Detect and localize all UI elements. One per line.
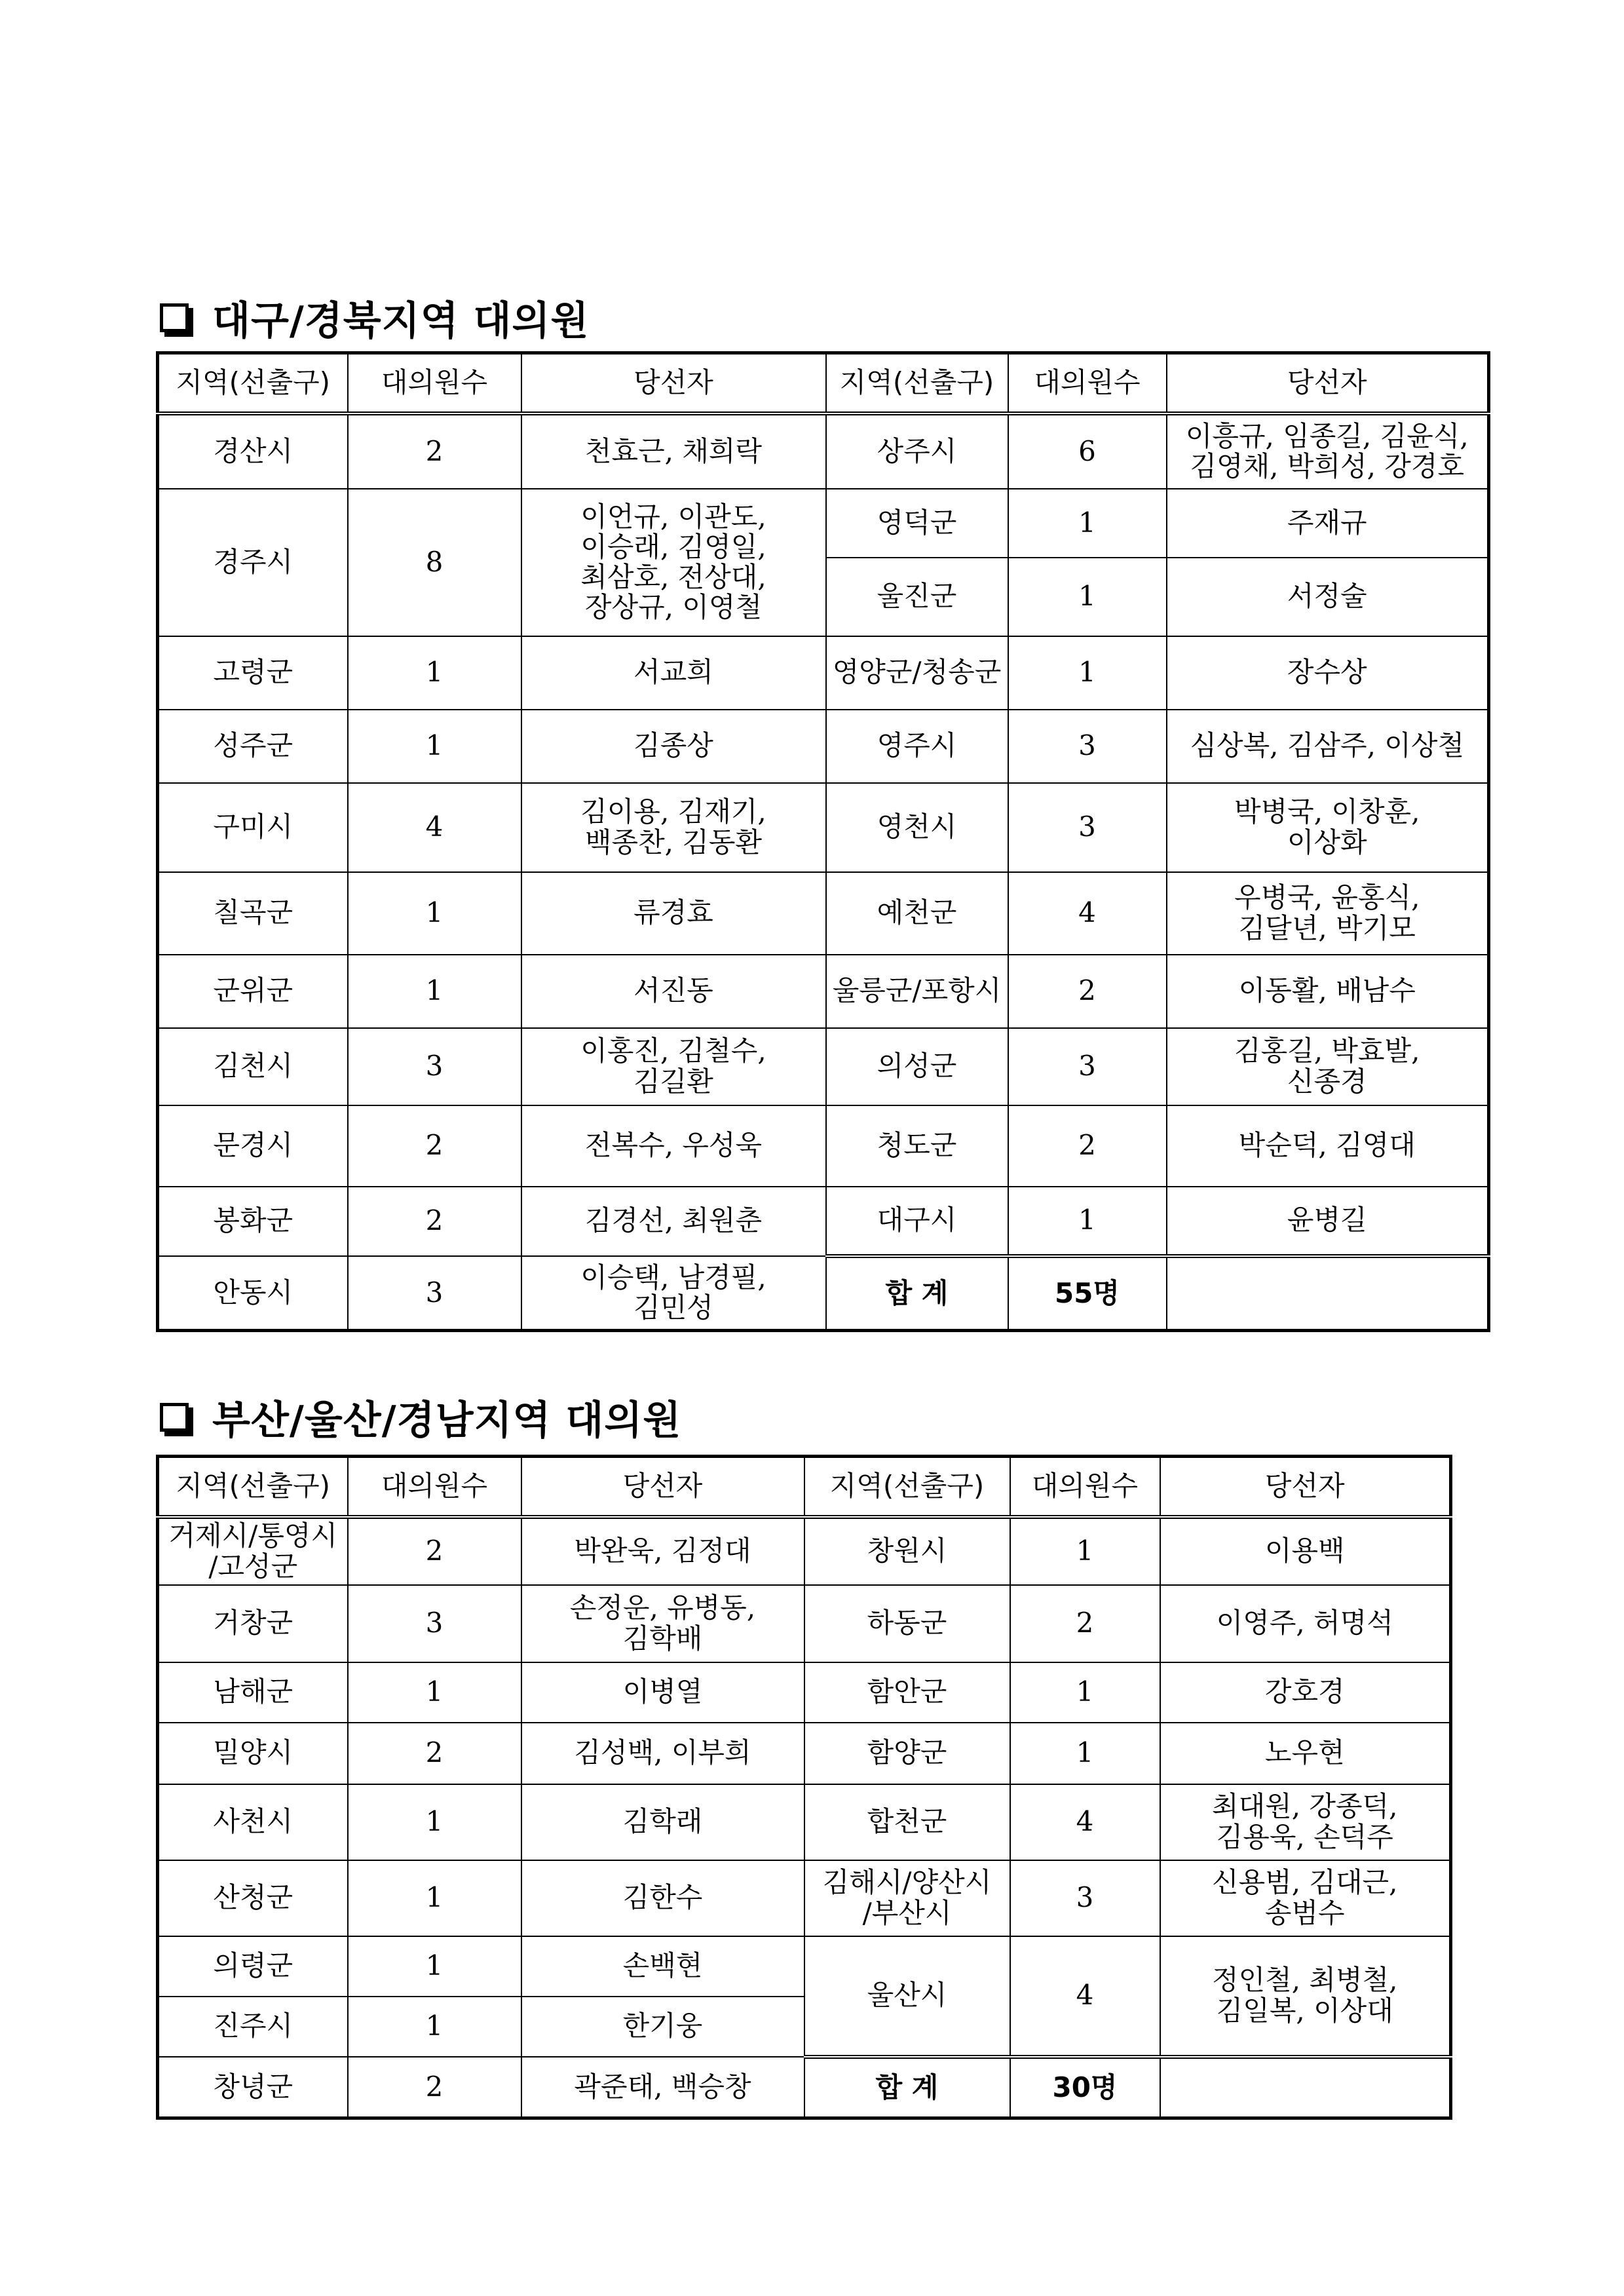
region-cell: 김천시 <box>158 1028 348 1105</box>
count-cell: 2 <box>1008 955 1167 1028</box>
region-cell: 밀양시 <box>158 1723 348 1784</box>
region-cell: 예천군 <box>826 872 1008 955</box>
elected-line: 이언규, 이관도, <box>580 500 766 533</box>
elected-line: 이승택, 남경필, <box>580 1261 766 1293</box>
count-cell: 1 <box>1010 1662 1160 1723</box>
section-busan-ulsan-gyeongnam <box>156 1388 1452 2120</box>
elected-cell: 박순덕, 김영대 <box>1167 1105 1489 1187</box>
header-elected: 당선자 <box>1160 1457 1451 1517</box>
delegates-table <box>156 351 1490 1332</box>
region-cell: 영천시 <box>826 783 1008 872</box>
elected-cell: 김한수 <box>521 1860 804 1936</box>
elected-cell <box>1167 413 1489 489</box>
region-cell: 울진군 <box>826 558 1008 636</box>
elected-cell: 박완욱, 김정대 <box>521 1517 804 1585</box>
elected-cell: 장수상 <box>1167 636 1489 710</box>
region-cell: 봉화군 <box>158 1187 348 1256</box>
elected-cell: 류경효 <box>521 872 826 955</box>
region-cell: 고령군 <box>158 636 348 710</box>
section-title: 부산/울산/경남지역 대의원 <box>212 1398 682 1444</box>
region-cell: 창원시 <box>804 1517 1010 1585</box>
count-cell: 2 <box>348 2057 521 2118</box>
region-cell <box>804 1860 1010 1936</box>
count-cell: 8 <box>348 489 521 636</box>
header-elected: 당선자 <box>1167 353 1489 413</box>
region-cell: 거창군 <box>158 1585 348 1662</box>
count-cell: 3 <box>1010 1860 1160 1936</box>
count-cell: 2 <box>348 1187 521 1256</box>
table-row <box>158 1105 1489 1187</box>
region-cell <box>158 1517 348 1585</box>
elected-line: 김일복, 이상대 <box>1216 1994 1393 2027</box>
checkbox-square-icon <box>160 1403 189 1432</box>
elected-cell: 김경선, 최원춘 <box>521 1187 826 1256</box>
total-value: 55명 <box>1008 1256 1167 1331</box>
elected-line: 박병국, 이창훈, <box>1234 795 1420 828</box>
region-cell: 칠곡군 <box>158 872 348 955</box>
elected-line: 김달년, 박기모 <box>1238 911 1416 944</box>
table-row <box>158 872 1489 955</box>
region-cell: 상주시 <box>826 413 1008 489</box>
elected-line: 이홍진, 김철수, <box>580 1035 766 1067</box>
elected-line: 김영채, 박희성, 강경호 <box>1190 450 1465 482</box>
region-cell: 성주군 <box>158 710 348 783</box>
count-cell: 1 <box>348 710 521 783</box>
elected-cell: 손백현 <box>521 1936 804 1997</box>
empty-cell <box>1160 2057 1451 2118</box>
elected-cell <box>1167 1028 1489 1105</box>
table-row <box>158 955 1489 1028</box>
table-row <box>158 1585 1451 1662</box>
elected-cell: 김학래 <box>521 1784 804 1860</box>
elected-line: 최삼호, 전상대, <box>580 561 766 593</box>
elected-line: 최대원, 강종덕, <box>1212 1790 1398 1823</box>
total-label: 합 계 <box>804 2057 1010 2118</box>
count-cell: 1 <box>348 1662 521 1723</box>
count-cell: 1 <box>348 955 521 1028</box>
table-header-row <box>158 1457 1451 1517</box>
elected-cell: 김종상 <box>521 710 826 783</box>
header-elected: 당선자 <box>521 353 826 413</box>
region-cell: 영주시 <box>826 710 1008 783</box>
region-cell: 경주시 <box>158 489 348 636</box>
elected-cell <box>1160 1784 1451 1860</box>
elected-cell <box>521 1256 826 1331</box>
header-count: 대의원수 <box>1008 353 1167 413</box>
elected-line: 백종찬, 김동환 <box>584 826 763 858</box>
elected-cell: 서진동 <box>521 955 826 1028</box>
section-heading <box>156 1388 1452 1447</box>
elected-line: 장상규, 이영철 <box>584 591 763 624</box>
elected-line: 손정운, 유병동, <box>569 1592 756 1624</box>
region-cell: 남해군 <box>158 1662 348 1723</box>
elected-cell <box>1160 1936 1451 2057</box>
count-cell: 4 <box>1010 1936 1160 2057</box>
elected-line: 정인철, 최병철, <box>1212 1964 1398 1997</box>
elected-line: 신용범, 김대근, <box>1212 1866 1398 1899</box>
elected-line: 김이용, 김재기, <box>580 795 766 828</box>
elected-cell: 노우현 <box>1160 1723 1451 1784</box>
count-cell: 1 <box>348 872 521 955</box>
elected-cell: 서정술 <box>1167 558 1489 636</box>
count-cell: 1 <box>1010 1517 1160 1585</box>
total-label: 합 계 <box>826 1256 1008 1331</box>
region-cell: 문경시 <box>158 1105 348 1187</box>
count-cell: 3 <box>1008 710 1167 783</box>
count-cell: 1 <box>1008 636 1167 710</box>
region-cell: 구미시 <box>158 783 348 872</box>
elected-cell: 서교희 <box>521 636 826 710</box>
count-cell: 1 <box>348 1784 521 1860</box>
header-elected: 당선자 <box>521 1457 804 1517</box>
count-cell: 1 <box>348 1936 521 1997</box>
region-cell: 사천시 <box>158 1784 348 1860</box>
count-cell: 4 <box>1010 1784 1160 1860</box>
elected-line: 김학배 <box>622 1622 703 1655</box>
region-cell: 울릉군/포항시 <box>826 955 1008 1028</box>
elected-line: 이상화 <box>1287 826 1367 858</box>
header-region: 지역(선출구) <box>158 353 348 413</box>
elected-line: 김민성 <box>633 1291 713 1324</box>
region-cell: 하동군 <box>804 1585 1010 1662</box>
region-cell: 영양군/청송군 <box>826 636 1008 710</box>
region-line: /고성군 <box>208 1550 298 1582</box>
elected-cell <box>1160 1860 1451 1936</box>
count-cell: 2 <box>348 1517 521 1585</box>
delegates-table <box>156 1455 1452 2120</box>
region-line: 거제시/통영시 <box>168 1520 338 1552</box>
header-region: 지역(선출구) <box>158 1457 348 1517</box>
table-row <box>158 1187 1489 1256</box>
elected-cell <box>521 489 826 636</box>
elected-line: 김홍길, 박효발, <box>1234 1035 1420 1067</box>
count-cell: 2 <box>348 413 521 489</box>
elected-cell: 이병열 <box>521 1662 804 1723</box>
table-row <box>158 1662 1451 1723</box>
region-cell: 울산시 <box>804 1936 1010 2057</box>
count-cell: 1 <box>348 636 521 710</box>
table-row <box>158 413 1489 489</box>
header-region: 지역(선출구) <box>826 353 1008 413</box>
elected-cell: 이동활, 배남수 <box>1167 955 1489 1028</box>
header-count: 대의원수 <box>1010 1457 1160 1517</box>
elected-cell <box>521 1585 804 1662</box>
table-row <box>158 1784 1451 1860</box>
section-daegu-gyeongbuk <box>156 288 1490 1332</box>
elected-line: 신종경 <box>1287 1065 1367 1098</box>
region-cell: 영덕군 <box>826 489 1008 558</box>
elected-line: 이흥규, 임종길, 김윤식, <box>1185 419 1469 452</box>
count-cell: 1 <box>348 1860 521 1936</box>
elected-line: 송범수 <box>1264 1896 1345 1929</box>
elected-cell: 강호경 <box>1160 1662 1451 1723</box>
region-cell: 경산시 <box>158 413 348 489</box>
elected-cell: 윤병길 <box>1167 1187 1489 1256</box>
table-row <box>158 783 1489 872</box>
table-row <box>158 1860 1451 1936</box>
header-count: 대의원수 <box>348 353 521 413</box>
count-cell: 4 <box>1008 872 1167 955</box>
table-row <box>158 1256 1489 1331</box>
region-cell: 함안군 <box>804 1662 1010 1723</box>
elected-cell: 심상복, 김삼주, 이상철 <box>1167 710 1489 783</box>
elected-cell <box>521 783 826 872</box>
table-row <box>158 489 1489 558</box>
count-cell: 3 <box>1008 1028 1167 1105</box>
count-cell: 2 <box>348 1723 521 1784</box>
elected-cell: 이용백 <box>1160 1517 1451 1585</box>
count-cell: 3 <box>348 1256 521 1331</box>
table-row <box>158 1936 1451 1997</box>
region-line: 김해시/양산시 <box>822 1866 992 1899</box>
region-line: /부산시 <box>862 1896 952 1929</box>
table-row <box>158 2057 1451 2118</box>
elected-cell: 한기웅 <box>521 1997 804 2057</box>
elected-cell: 전복수, 우성욱 <box>521 1105 826 1187</box>
count-cell: 2 <box>348 1105 521 1187</box>
elected-line: 김용욱, 손덕주 <box>1216 1820 1393 1853</box>
checkbox-square-icon <box>160 303 189 332</box>
table-header-row <box>158 353 1489 413</box>
header-region: 지역(선출구) <box>804 1457 1010 1517</box>
elected-line: 김길환 <box>633 1065 713 1098</box>
count-cell: 1 <box>1008 1187 1167 1256</box>
table-row <box>158 1028 1489 1105</box>
elected-cell: 김성백, 이부희 <box>521 1723 804 1784</box>
region-cell: 의성군 <box>826 1028 1008 1105</box>
region-cell: 창녕군 <box>158 2057 348 2118</box>
region-cell: 진주시 <box>158 1997 348 2057</box>
count-cell: 4 <box>348 783 521 872</box>
count-cell: 1 <box>1008 489 1167 558</box>
count-cell: 6 <box>1008 413 1167 489</box>
count-cell: 2 <box>1008 1105 1167 1187</box>
elected-cell: 주재규 <box>1167 489 1489 558</box>
elected-cell <box>1167 783 1489 872</box>
elected-cell: 곽준태, 백승창 <box>521 2057 804 2118</box>
header-count: 대의원수 <box>348 1457 521 1517</box>
table-row <box>158 636 1489 710</box>
table-row <box>158 1723 1451 1784</box>
count-cell: 3 <box>348 1028 521 1105</box>
elected-cell: 천효근, 채희락 <box>521 413 826 489</box>
count-cell: 2 <box>1010 1585 1160 1662</box>
region-cell: 군위군 <box>158 955 348 1028</box>
count-cell: 1 <box>1010 1723 1160 1784</box>
elected-cell <box>521 1028 826 1105</box>
region-cell: 합천군 <box>804 1784 1010 1860</box>
section-title: 대구/경북지역 대의원 <box>212 298 590 344</box>
table-row <box>158 1517 1451 1585</box>
total-value: 30명 <box>1010 2057 1160 2118</box>
region-cell: 안동시 <box>158 1256 348 1331</box>
table-row <box>158 710 1489 783</box>
elected-cell <box>1167 872 1489 955</box>
count-cell: 3 <box>348 1585 521 1662</box>
elected-line: 이승래, 김영일, <box>580 530 766 563</box>
elected-cell: 이영주, 허명석 <box>1160 1585 1451 1662</box>
region-cell: 청도군 <box>826 1105 1008 1187</box>
region-cell: 의령군 <box>158 1936 348 1997</box>
count-cell: 1 <box>348 1997 521 2057</box>
count-cell: 1 <box>1008 558 1167 636</box>
region-cell: 함양군 <box>804 1723 1010 1784</box>
elected-line: 우병국, 윤홍식, <box>1234 881 1420 914</box>
region-cell: 산청군 <box>158 1860 348 1936</box>
section-heading <box>156 288 1490 347</box>
region-cell: 대구시 <box>826 1187 1008 1256</box>
empty-cell <box>1167 1256 1489 1331</box>
count-cell: 3 <box>1008 783 1167 872</box>
